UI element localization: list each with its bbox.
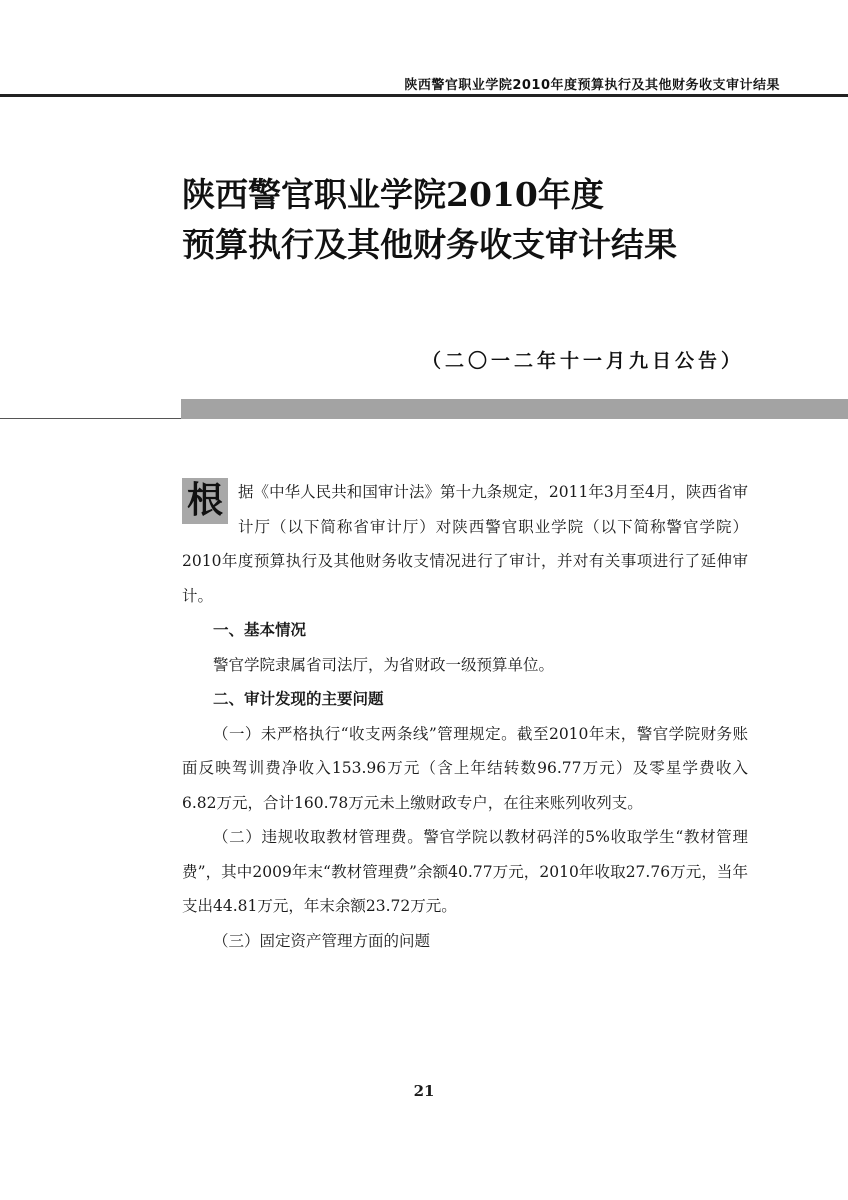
finding-item-1: （一）未严格执行“收支两条线”管理规定。截至2010年末，警官学院财务账面反映驾训费净收入153.96万元（含上年结转数96.77万元）及零星学费收入6.82万元，合计160.78万元未上缴财政专户，在往来账列收列支。 <box>182 724 748 812</box>
running-header: 陕西警官职业学院2010年度预算执行及其他财务收支审计结果 <box>404 78 780 93</box>
body-text <box>182 475 748 958</box>
section-1-text: 警官学院隶属省司法厅，为省财政一级预算单位。 <box>213 655 555 674</box>
announcement-date: （二〇一二年十一月九日公告） <box>421 350 744 372</box>
decorative-gray-band <box>181 399 848 419</box>
decorative-thin-rule <box>0 418 181 419</box>
intro-text: 据《中华人民共和国审计法》第十九条规定，2011年3月至4月，陕西省审计厅（以下简称省审计厅）对陕西警官职业学院（以下简称警官学院）2010年度预算执行及其他财务收支情况进行了审计，并对有关事项进行了延伸审计。 <box>182 483 748 605</box>
finding-item-3: （三）固定资产管理方面的问题 <box>213 931 431 950</box>
document-title <box>182 170 677 270</box>
section-2-heading: 二、审计发现的主要问题 <box>213 689 384 708</box>
section-1-heading: 一、基本情况 <box>213 620 307 639</box>
header-rule <box>0 94 848 97</box>
page-number: 21 <box>413 1082 435 1100</box>
drop-cap: 根 <box>182 478 228 524</box>
title-line-1: 陕西警官职业学院2010年度 <box>182 175 604 214</box>
intro-paragraph <box>182 475 748 613</box>
title-line-2: 预算执行及其他财务收支审计结果 <box>182 225 677 264</box>
finding-item-2: （二）违规收取教材管理费。警官学院以教材码洋的5%收取学生“教材管理费”，其中2009年末“教材管理费”余额40.77万元，2010年收取27.76万元，当年支出44.81万元，年末余额23.72万元。 <box>182 828 748 915</box>
